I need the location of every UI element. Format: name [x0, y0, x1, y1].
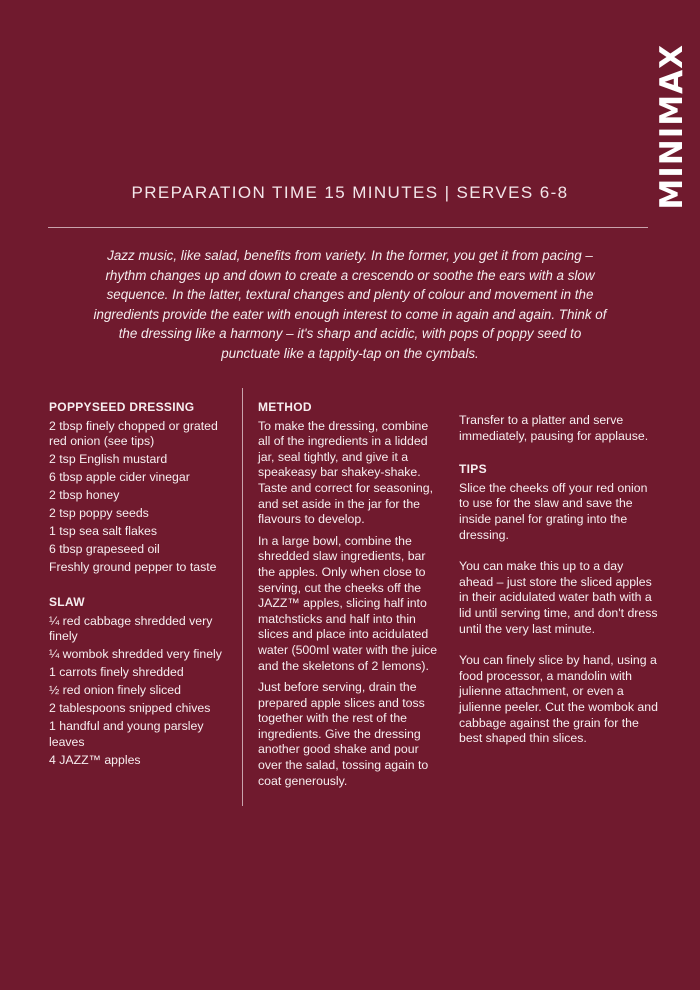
list-item: 2 tablespoons snipped chives — [49, 701, 211, 716]
dressing-list — [49, 419, 234, 576]
column-divider — [242, 388, 243, 806]
method-step: Transfer to a platter and serve immediately, pausing for applause. — [459, 413, 649, 443]
list-item: 2 tsp poppy seeds — [49, 506, 149, 521]
list-item: 6 tbsp grapeseed oil — [49, 542, 160, 557]
list-item: ¼ wombok shredded very finely — [49, 647, 222, 662]
list-item: 1 tsp sea salt flakes — [49, 524, 157, 539]
method-step: Just before serving, drain the prepared apple slices and toss together with the rest of the ingredients. Give the dressing another good shake and pour over the salad, tossing again to coat generously. — [258, 680, 429, 788]
method-heading: METHOD — [258, 400, 312, 414]
intro-text: Jazz music, like salad, benefits from variety. In the former, you get it from pacing – rhythm changes up and down to create a crescendo or soothe the ears with a slow sequence. In the latter, textural changes and plenty of colour and movement in the ingredients provide the eater with enough interest to come in again and again. Think of the dressing like a harmony – it's sharp and acidic, with pops of poppy seed to punctuate like a tappity-tap on the cymbals. — [93, 248, 607, 361]
list-item: ¼ red cabbage shredded very finely — [49, 613, 213, 644]
tips-column — [459, 400, 659, 763]
tip-item: Slice the cheeks off your red onion to use for the slaw and save the inside panel for grating into the dressing. — [459, 480, 648, 542]
preparation-info: PREPARATION TIME 15 MINUTES | SERVES 6-8 — [131, 183, 569, 202]
method-step: To make the dressing, combine all of the ingredients in a lidded jar, seal tightly, and give it a speakeasy bar shakey-shake. Taste and correct for seasoning, and set aside in the jar for the flavours to develop. — [258, 418, 433, 527]
list-item: 2 tbsp honey — [49, 488, 120, 503]
method-column — [258, 400, 440, 795]
list-item: 4 JAZZ™ apples — [49, 752, 141, 767]
list-item: 2 tsp English mustard — [49, 452, 168, 467]
list-item: 1 handful and young parsley leaves — [49, 719, 204, 749]
list-item: ½ red onion finely sliced — [49, 683, 181, 698]
header-divider — [48, 227, 648, 228]
ingredients-column — [49, 400, 234, 771]
list-item: 6 tbsp apple cider vinegar — [49, 470, 190, 485]
method-step: In a large bowl, combine the shredded slaw ingredients, bar the apples. Only when close to serving, cut the cheeks off the JAZZ™ apples, slicing half into matchsticks and half into thin slices and place into acidulated water (500ml water with the juice and the skeletons of 2 lemons). — [258, 533, 438, 673]
slaw-list — [49, 614, 234, 769]
list-item: 1 carrots finely shredded — [49, 665, 184, 680]
slaw-heading: SLAW — [49, 595, 85, 610]
list-item: 2 tbsp finely chopped or grated red onion (see tips) — [49, 418, 218, 449]
tip-item: You can finely slice by hand, using a food processor, a mandolin with julienne attachment, or even a julienne peeler. Cut the wombok and cabbage against the grain for the best shaped thin slices. — [459, 653, 658, 746]
dressing-heading: POPPYSEED DRESSING — [49, 400, 195, 414]
brand-logo: MINIMAX — [654, 44, 690, 210]
tips-heading: TIPS — [459, 462, 487, 477]
list-item: Freshly ground pepper to taste — [49, 560, 217, 575]
tip-item: You can make this up to a day ahead – just store the sliced apples in their acidulated water bath with a lid until serving time, and don't dress until the very last minute. — [459, 559, 658, 636]
